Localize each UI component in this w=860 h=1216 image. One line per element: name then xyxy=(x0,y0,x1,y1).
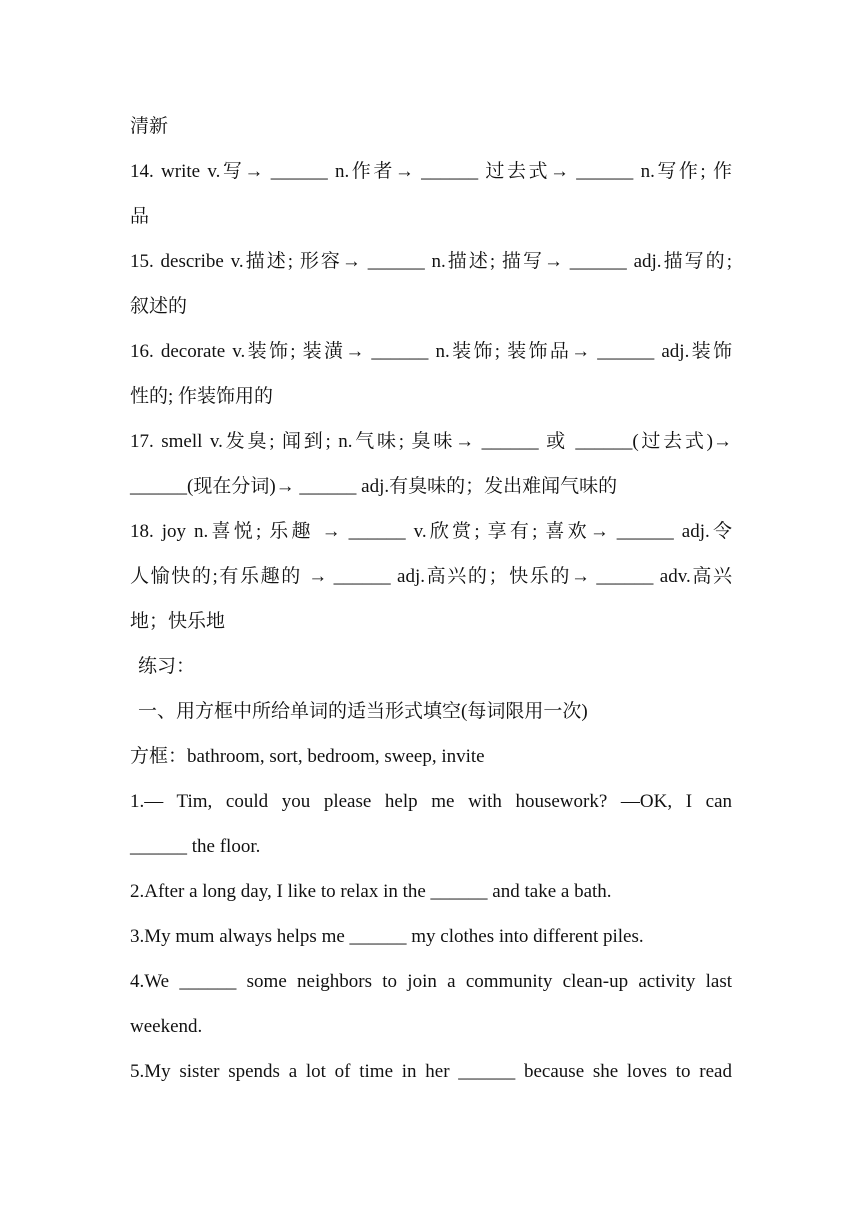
text-line: 清新 xyxy=(130,116,169,137)
text-line: 18. joy n.喜悦; 乐趣 → ______ v.欣赏; 享有; 喜欢→ ______ adj.令 xyxy=(130,521,732,542)
text-line: 17. smell v.发臭; 闻到; n.气味; 臭味→ ______ 或 ______(过去式)→ xyxy=(130,431,732,452)
text-line: 15. describe v.描述; 形容→ ______ n.描述; 描写→ ______ adj.描写的; xyxy=(130,251,732,272)
exercise-item: weekend. xyxy=(130,1016,203,1037)
text-line: ______(现在分词)→ ______ adj.有臭味的；发出难闻气味的 xyxy=(130,476,618,497)
exercise-item: 2.After a long day, I like to relax in the ______ and take a bath. xyxy=(130,881,612,902)
text-line: 叙述的 xyxy=(130,296,188,317)
section-heading: 练习： xyxy=(138,656,196,677)
text-line: 人愉快的;有乐趣的 → ______ adj.高兴的；快乐的→ ______ adv.高兴 xyxy=(130,566,732,587)
text-line: 品 xyxy=(130,206,150,227)
exercise-item: 4.We ______ some neighbors to join a community clean-up activity last xyxy=(130,971,732,992)
exercise-item: 1.— Tim, could you please help me with housework? —OK, I can xyxy=(130,791,732,812)
exercise-item: 5.My sister spends a lot of time in her ______ because she loves to read xyxy=(130,1061,732,1082)
exercise-item: 3.My mum always helps me ______ my clothes into different piles. xyxy=(130,926,644,947)
word-box: 方框：bathroom, sort, bedroom, sweep, invite xyxy=(130,746,485,767)
text-line: 地；快乐地 xyxy=(130,611,226,632)
exercise-instruction: 一、用方框中所给单词的适当形式填空(每词限用一次) xyxy=(138,701,588,722)
text-line: 性的; 作装饰用的 xyxy=(130,386,274,407)
text-line: 16. decorate v.装饰; 装潢→ ______ n.装饰; 装饰品→ ______ adj.装饰 xyxy=(130,341,732,362)
exercise-item: ______ the floor. xyxy=(130,836,261,857)
text-line: 14. write v.写→ ______ n.作者→ ______ 过去式→ ______ n.写作; 作 xyxy=(130,161,732,182)
